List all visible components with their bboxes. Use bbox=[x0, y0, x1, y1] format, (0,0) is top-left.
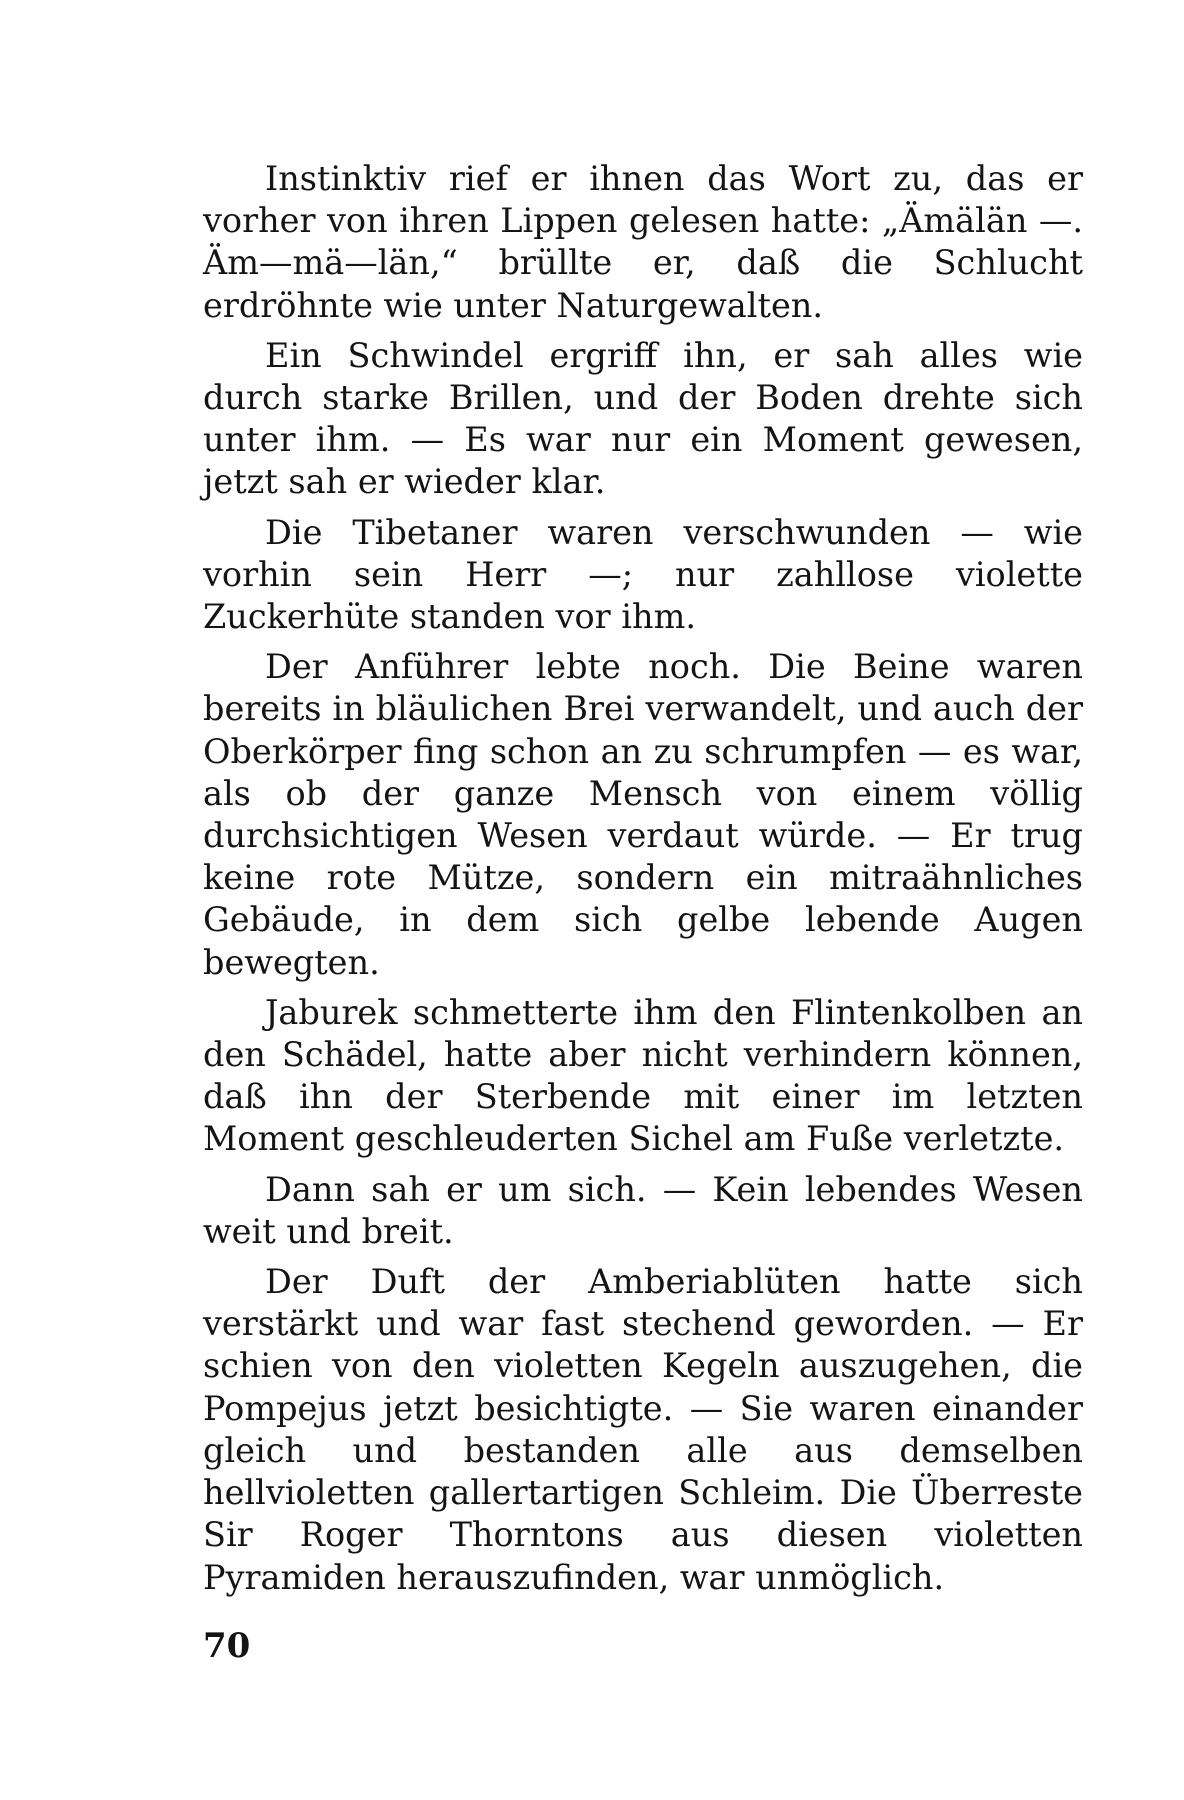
paragraph-4: Der Anführer lebte noch. Die Beine waren bereits in bläulichen Brei verwandelt, und auch der Oberkörper fing schon an zu schrumpfen — es war, als ob der ganze Mensch von einem völlig durchsichtigen Wesen verdaut würde. — Er trug keine rote Mütze, sondern ein mitraähnliches Gebäude, in dem sich gelbe lebende Augen bewegten. bbox=[203, 647, 1083, 982]
paragraph-1: Instinktiv rief er ihnen das Wort zu, das er vorher von ihren Lippen gelesen hatte: „Ämälän —. Äm—mä—län,“ brüllte er, daß die Schlucht erdröhnte wie unter Naturgewalten. bbox=[203, 159, 1083, 325]
paragraph-2: Ein Schwindel ergriff ihn, er sah alles wie durch starke Brillen, und der Boden drehte sich unter ihm. — Es war nur ein Moment gewesen, jetzt sah er wieder klar. bbox=[203, 335, 1083, 502]
paragraph-6: Dann sah er um sich. — Kein lebendes Wesen weit und breit. bbox=[203, 1169, 1083, 1251]
paragraph-7: Der Duft der Amberiablüten hatte sich verstärkt und war fast stechend geworden. — Er schien von den violetten Kegeln auszugehen, die Pompejus jetzt besichtigte. — Sie waren einander gleich und bestanden alle aus demselben hellvioletten gallertartigen Schleim. Die Überreste Sir Roger Thorntons aus diesen violetten Pyramiden herauszufinden, war unmöglich. bbox=[203, 1262, 1083, 1597]
paragraph-3: Die Tibetaner waren verschwunden — wie vorhin sein Herr —; nur zahllose violette Zuckerhüte standen vor ihm. bbox=[203, 512, 1083, 637]
page-number: 70 bbox=[203, 1626, 251, 1666]
body-text bbox=[203, 158, 1083, 1607]
paragraph-5: Jaburek schmetterte ihm den Flintenkolben an den Schädel, hatte aber nicht verhindern können, daß ihn der Sterbende mit einer im letzten Moment geschleuderten Sichel am Fuße verletzte. bbox=[203, 992, 1083, 1159]
